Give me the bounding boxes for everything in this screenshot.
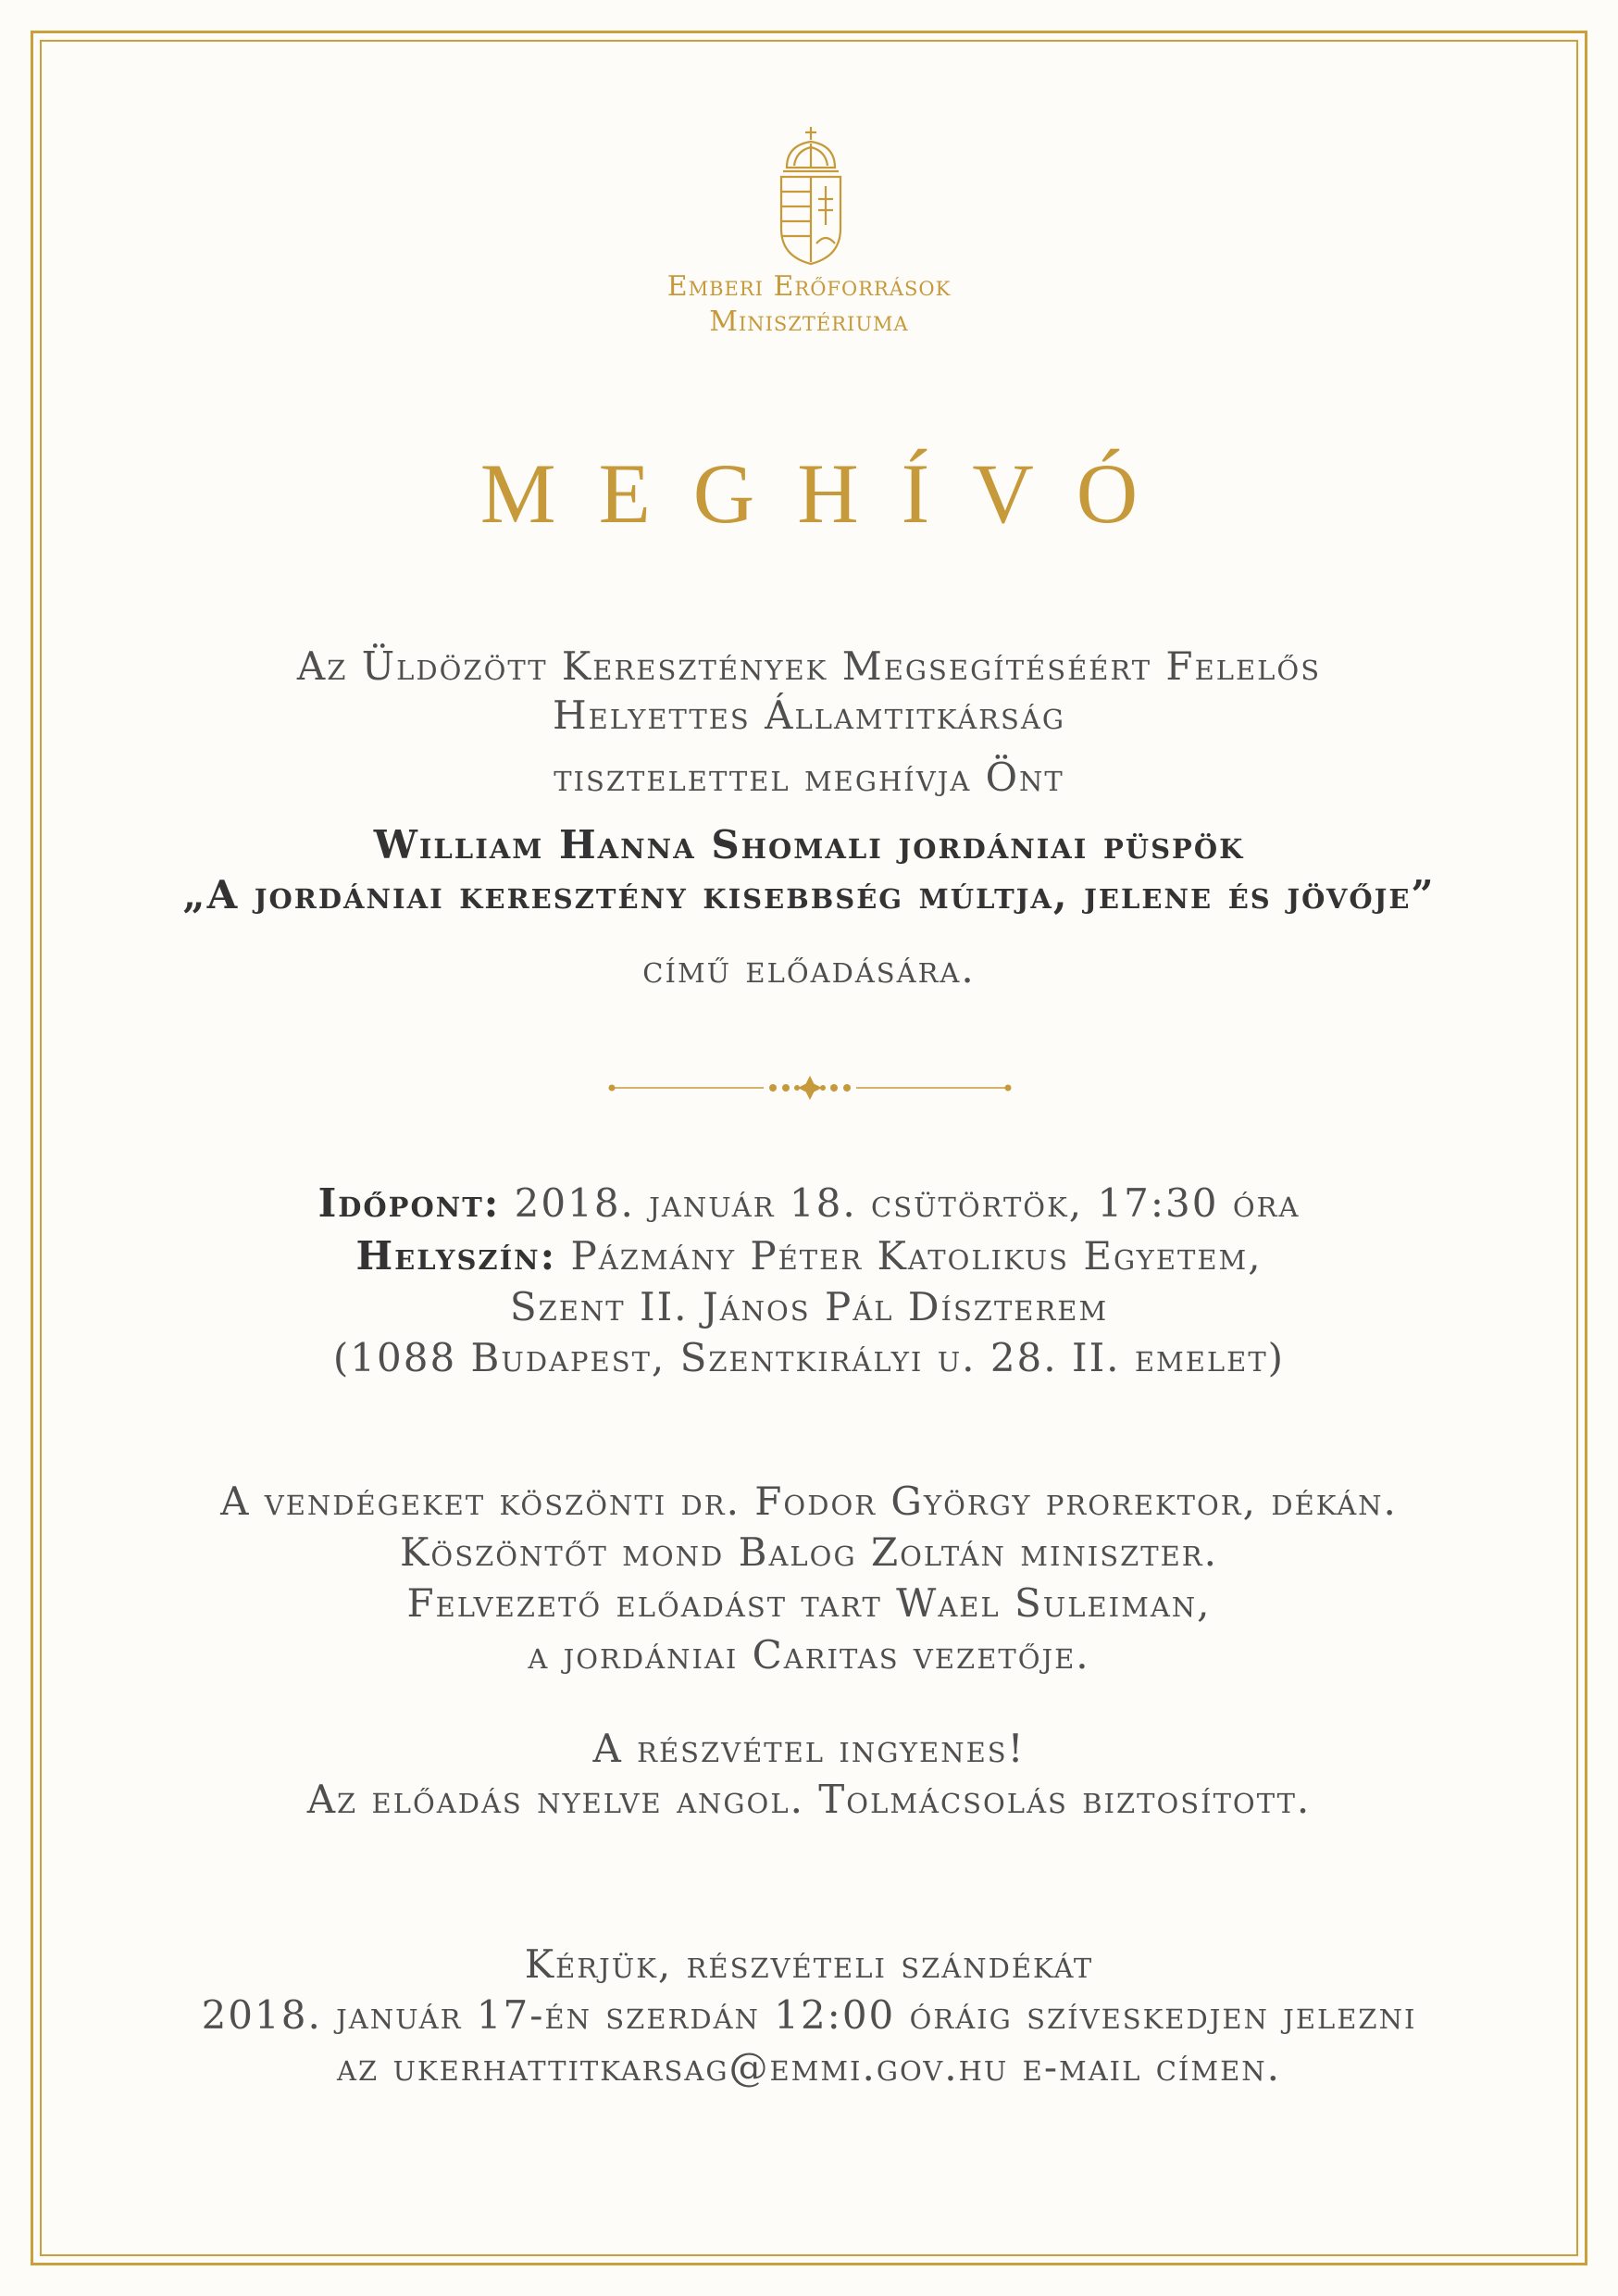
invitation-title: MEGHÍVÓ [479, 446, 1181, 541]
time-label: Időpont: [317, 1180, 501, 1226]
speaker-name: William Hanna Shomali jordániai püspök [373, 822, 1245, 867]
ministry-name-line2: Minisztériuma [709, 306, 909, 338]
lecture-title: „A jordániai keresztény kisebbség múltja, jelene és jövője” [182, 872, 1436, 917]
organizer-line2: Helyettes Államtitkárság [553, 693, 1065, 738]
place-label: Helyszín: [355, 1233, 557, 1279]
organizer-line1: Az Üldözött Keresztények Megsegítéséért Felelős [296, 643, 1322, 689]
place-line3: (1088 Budapest, Szentkirályi u. 28. II. emelet) [332, 1335, 1286, 1380]
program-line2: Köszöntőt mond Balog Zoltán miniszter. [400, 1529, 1218, 1575]
place-value: Pázmány Péter Katolikus Egyetem, [570, 1233, 1263, 1279]
place-line [0, 1233, 1618, 1279]
free-attendance-note: A részvétel ingyenes! [592, 1726, 1026, 1771]
rsvp-line1: Kérjük, részvételi szándékát [524, 1941, 1094, 1987]
hungarian-coat-of-arms-icon [774, 125, 848, 268]
time-value: 2018. január 18. csütörtök, 17:30 óra [514, 1180, 1301, 1226]
rsvp-line2: 2018. január 17-én szerdán 12:00 óráig szíveskedjen jelezni [201, 1992, 1417, 2038]
language-note: Az előadás nyelve angol. Tolmácsolás biztosított. [306, 1777, 1312, 1822]
invites-text: tisztelettel meghívja Önt [554, 755, 1064, 800]
program-line3: Felvezető előadást tart Wael Suleiman, [406, 1580, 1212, 1626]
ornamental-divider-icon [606, 1074, 1014, 1102]
place-line2: Szent II. János Pál Díszterem [509, 1284, 1109, 1329]
inner-border [40, 40, 1578, 2256]
program-line4: a jordániai Caritas vezetője. [528, 1632, 1090, 1678]
lecture-suffix: című előadására. [642, 946, 976, 992]
ministry-name-line1: Emberi Erőforrások [666, 270, 952, 303]
program-line1: A vendégeket köszönti dr. Fodor György prorektor, dékán. [220, 1479, 1398, 1524]
time-line [0, 1180, 1618, 1226]
rsvp-line3: az ukerhattitkarsag@emmi.gov.hu e-mail címen. [337, 2044, 1281, 2090]
